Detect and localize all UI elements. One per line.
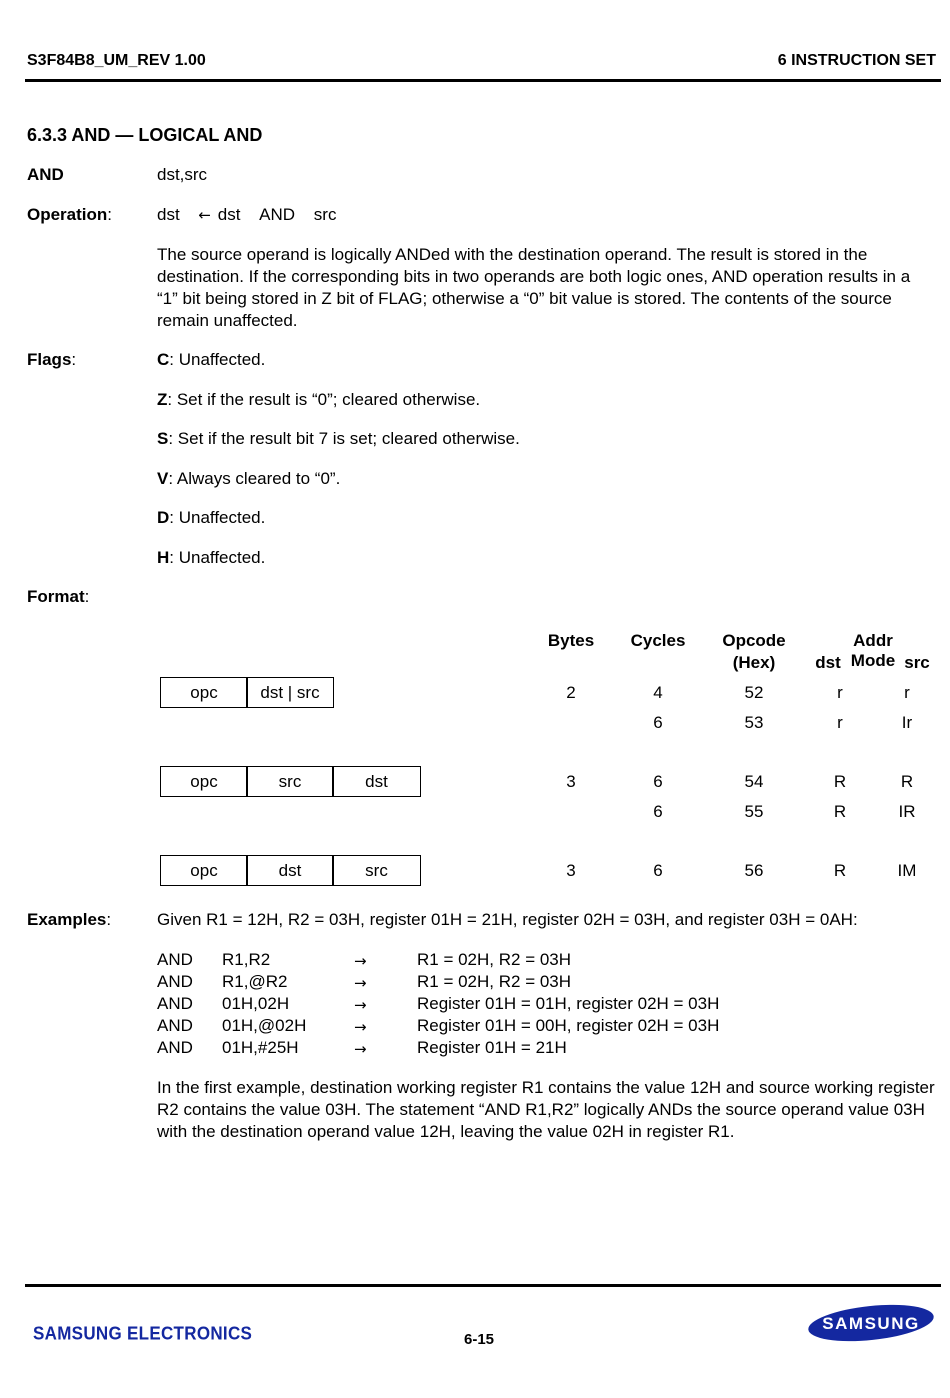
col-header-addr-mode: Addr Mode [850,631,896,670]
page-number: 6-15 [464,1331,495,1348]
flag-item: D: Unaffected. [157,508,266,527]
flag-item: Z: Set if the result is “0”; cleared otherwise. [157,390,481,409]
example-operands: R1,R2 [222,950,271,969]
cell-bytes: 3 [566,772,576,791]
example-result: Register 01H = 01H, register 02H = 03H [417,994,720,1013]
right-arrow-icon: → [354,996,367,1014]
formula-src: src [313,205,337,224]
cell-cycles: 6 [653,802,663,821]
example-operands: 01H,#25H [222,1038,299,1057]
format-box: src [332,855,421,886]
example-operands: 01H,@02H [222,1016,307,1035]
example-operands: R1,@R2 [222,972,288,991]
footer-rule [25,1284,941,1287]
right-arrow-icon: → [354,974,367,992]
flag-item: H: Unaffected. [157,548,266,567]
operation-description: The source operand is logically ANDed with the destination operand. The result is stored in the destination. If the corresponding bits in two operands are both logic ones, AND operation results in a “1” bit being stored in Z bit of FLAG; otherwise a “0” bit value is stored. The contents of the source remain unaffected. [157,245,911,330]
cell-dst: R [833,861,847,880]
formula-dst-2: dst [217,205,241,224]
col-header-dst: dst [815,653,841,672]
cell-cycles: 6 [653,772,663,791]
col-header-bytes: Bytes [547,631,595,650]
flags-label: Flags: [27,350,77,369]
col-header-src: src [904,653,930,672]
format-label: Format: [27,587,90,606]
cell-opcode: 56 [744,861,764,880]
col-header-opcode: Opcode [722,631,786,650]
example-result: R1 = 02H, R2 = 03H [417,950,572,969]
syntax-value: dst,src [157,165,208,184]
cell-bytes: 2 [566,683,576,702]
cell-src: R [900,772,914,791]
right-arrow-icon: → [354,1040,367,1058]
cell-src: r [904,683,910,702]
section-title: 6.3.3 AND — LOGICAL AND [27,125,263,145]
example-mnemonic: AND [157,972,193,991]
header-rule [25,79,941,82]
format-box: opc [160,677,248,708]
example-mnemonic: AND [157,950,193,969]
cell-cycles: 6 [653,713,663,732]
flag-item: V: Always cleared to “0”. [157,469,341,488]
cell-opcode: 55 [744,802,764,821]
right-arrow-icon: → [354,952,367,970]
col-header-hex: (Hex) [732,653,776,672]
flag-item: S: Set if the result bit 7 is set; cleared otherwise. [157,429,520,448]
syntax-label: AND [27,165,64,184]
header-right: 6 INSTRUCTION SET [777,52,936,69]
operation-label: Operation: [27,205,113,224]
samsung-logo [807,1302,935,1344]
example-result: Register 01H = 00H, register 02H = 03H [417,1016,720,1035]
format-box: dst [246,855,334,886]
cell-bytes: 3 [566,861,576,880]
col-header-cycles: Cycles [630,631,686,650]
left-arrow-icon: ← [198,206,211,224]
examples-given: Given R1 = 12H, R2 = 03H, register 01H = 21H, register 02H = 03H, and register 03H = 0AH: [157,910,858,929]
cell-opcode: 52 [744,683,764,702]
format-box: src [246,766,334,797]
format-box: dst | src [246,677,334,708]
format-box: dst [332,766,421,797]
operation-formula [157,205,336,225]
samsung-logo-icon [807,1302,935,1344]
example-result: R1 = 02H, R2 = 03H [417,972,572,991]
cell-cycles: 6 [653,861,663,880]
cell-src: Ir [901,713,913,732]
footer-company: SAMSUNG ELECTRONICS [33,1323,253,1344]
cell-opcode: 54 [744,772,764,791]
example-mnemonic: AND [157,1038,193,1057]
cell-opcode: 53 [744,713,764,732]
format-box: opc [160,855,248,886]
flag-item: C: Unaffected. [157,350,266,369]
header-left: S3F84B8_UM_REV 1.00 [27,52,206,69]
cell-cycles: 4 [653,683,663,702]
example-result: Register 01H = 21H [417,1038,567,1057]
cell-dst: R [833,802,847,821]
example-mnemonic: AND [157,994,193,1013]
cell-dst: r [837,683,843,702]
examples-explanation: In the first example, destination working register R1 contains the value 12H and source working register R2 contains the value 03H. The statement “AND R1,R2” logically ANDs the source operand value 03H with the destination operand value 12H, leaving the value 02H in register R1. [157,1078,935,1141]
cell-src: IR [898,802,916,821]
samsung-logo-text: SAMSUNG [822,1314,920,1333]
formula-op: AND [259,205,296,224]
right-arrow-icon: → [354,1018,367,1036]
cell-dst: R [833,772,847,791]
cell-dst: r [837,713,843,732]
example-mnemonic: AND [157,1016,193,1035]
examples-label: Examples: [27,910,112,929]
example-operands: 01H,02H [222,994,290,1013]
formula-dst: dst [157,205,180,224]
format-box: opc [160,766,248,797]
cell-src: IM [897,861,917,880]
